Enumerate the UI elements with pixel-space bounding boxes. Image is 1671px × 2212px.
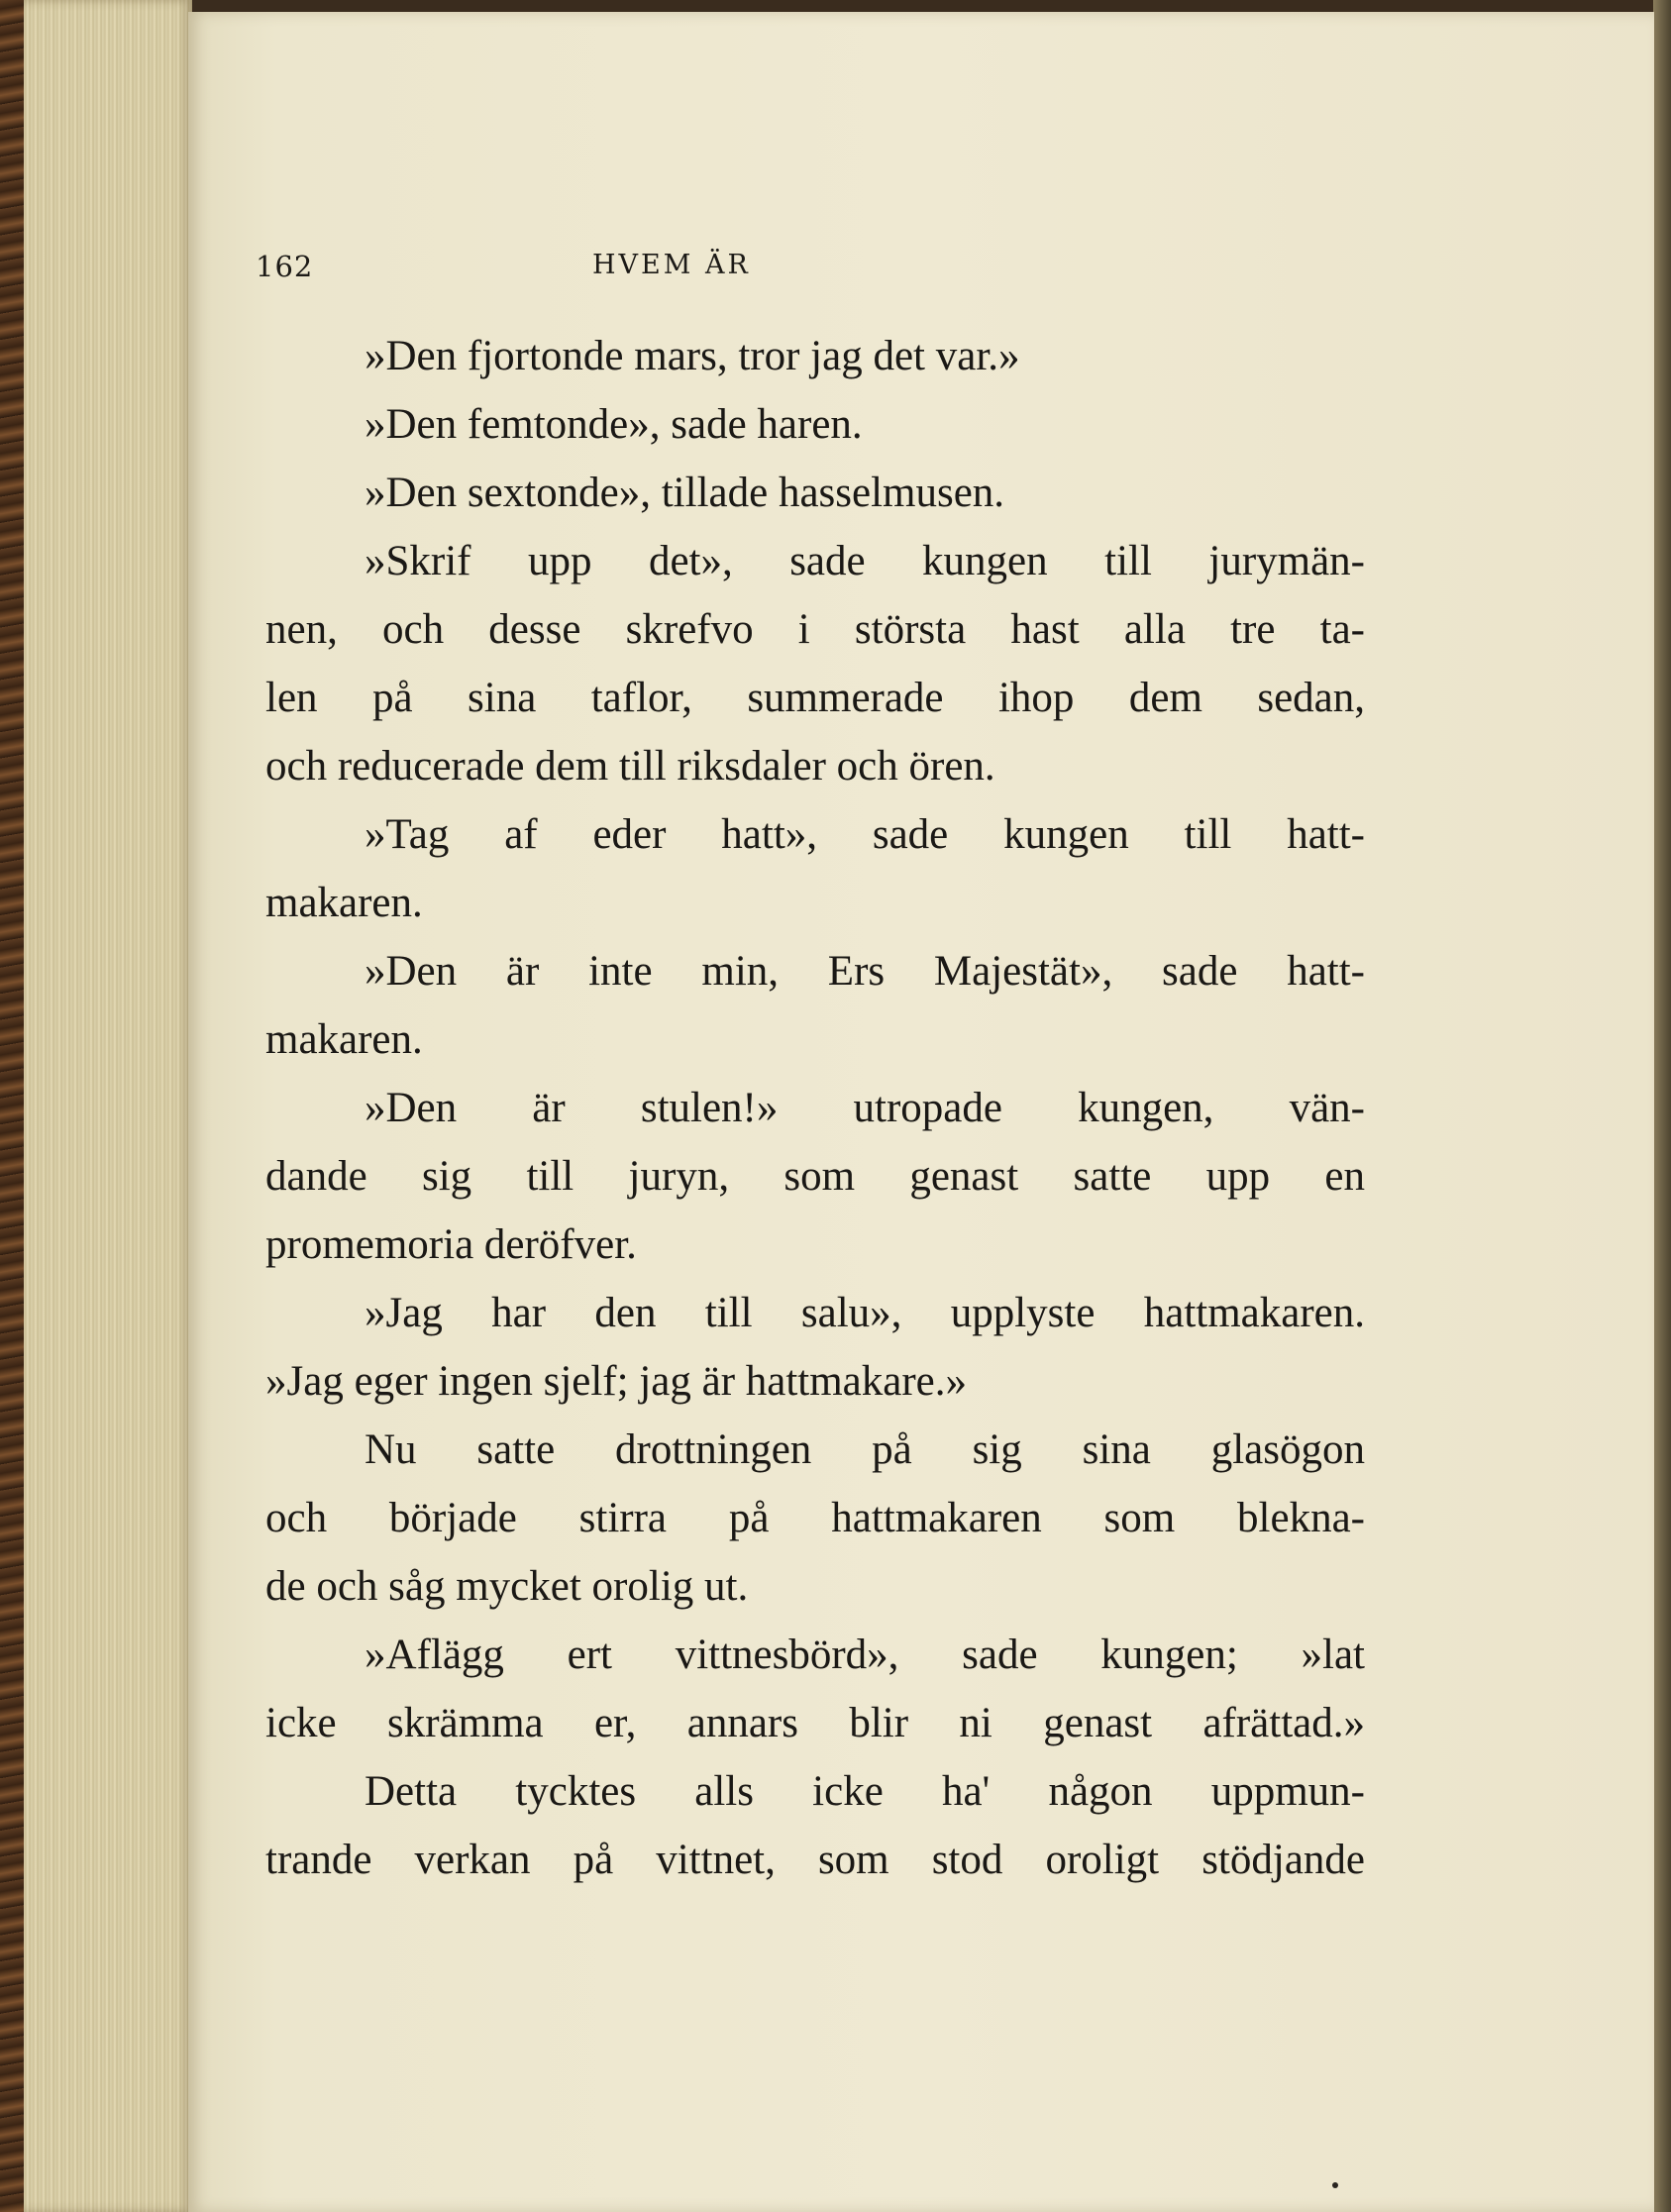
text-line: dande sig till juryn, som genast satte upp en xyxy=(265,1153,1365,1200)
text-line: »Skrif upp det», sade kungen till jurymän- xyxy=(365,538,1365,584)
page-header xyxy=(256,250,1097,289)
text-line: och reducerade dem till riksdaler och ören. xyxy=(265,743,995,790)
text-line: »Den är stulen!» utropade kungen, vän- xyxy=(365,1085,1365,1131)
text-line: Detta tycktes alls icke ha' någon uppmun- xyxy=(365,1768,1365,1815)
text-line: »Den femtonde», sade haren. xyxy=(365,401,863,448)
text-line: Nu satte drottningen på sig sina glasögon xyxy=(365,1426,1365,1473)
page-edges xyxy=(24,0,192,2212)
text-line: nen, och desse skrefvo i största hast alla tre ta- xyxy=(265,606,1365,653)
text-line: »Den sextonde», tillade hasselmusen. xyxy=(365,470,1005,516)
text-line: makaren. xyxy=(265,880,423,926)
text-line: makaren. xyxy=(265,1016,423,1063)
text-line: »Tag af eder hatt», sade kungen till hatt- xyxy=(365,811,1365,858)
text-line: »Jag har den till salu», upplyste hattmakaren. xyxy=(365,1290,1365,1336)
text-line: »Den är inte min, Ers Majestät», sade hatt- xyxy=(365,948,1365,995)
text-line: »Jag eger ingen sjelf; jag är hattmakare.» xyxy=(265,1358,968,1405)
text-line: promemoria deröfver. xyxy=(265,1221,637,1268)
text-line: »Aflägg ert vittnesbörd», sade kungen; »lat xyxy=(365,1632,1365,1678)
ink-speck xyxy=(1332,2182,1338,2188)
text-line: trande verkan på vittnet, som stod oroligt stödjande xyxy=(265,1837,1365,1883)
text-line: icke skrämma er, annars blir ni genast afrättad.» xyxy=(265,1700,1365,1746)
body-text xyxy=(265,322,1365,1894)
text-line: de och såg mycket orolig ut. xyxy=(265,1563,749,1610)
running-head: HVEM ÄR xyxy=(592,250,751,280)
book-cover-edge xyxy=(0,0,24,2212)
text-line: och började stirra på hattmakaren som blekna- xyxy=(265,1495,1365,1541)
page-number: 162 xyxy=(256,250,314,283)
text-line: len på sina taflor, summerade ihop dem sedan, xyxy=(265,675,1365,721)
page-right-edge xyxy=(1653,0,1671,2212)
text-line: »Den fjortonde mars, tror jag det var.» xyxy=(365,333,1020,379)
